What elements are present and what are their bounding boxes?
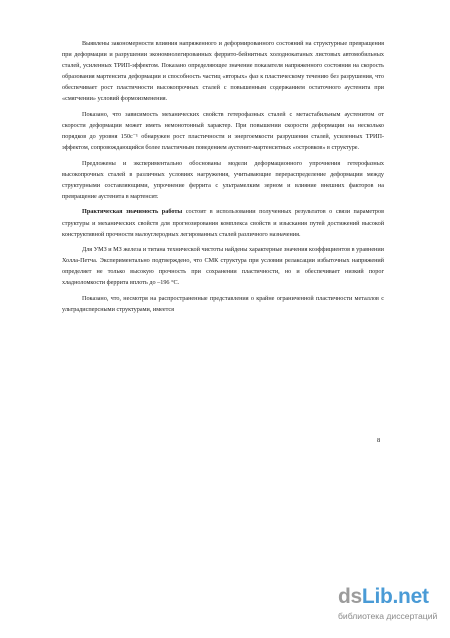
- dslib-logo: [338, 585, 429, 609]
- paragraph-4: [62, 206, 384, 239]
- paragraph-6: [62, 293, 384, 315]
- page-number: 8: [377, 437, 381, 444]
- paragraph-text: Для УМЗ и МЗ железа и титана технической чистоты найдены характерные значения коэффициентов в уравнении Холла-Петча. Экспериментально подтверждено, что СМК структура при условии релаксации избыточных напряжений определяет не только высокую прочность при сохранении пластичности, но и обеспечивает низкий порог хладноломкости феррита вплоть до –196 °С.: [62, 246, 384, 287]
- body-text: [62, 38, 384, 320]
- watermark-subtitle: библиотека диссертаций: [338, 611, 438, 621]
- logo-net: .net: [392, 585, 429, 608]
- paragraph-text: Показано, что, несмотря на распространенные представления о крайне ограниченной пластичности металлов с ультрадисперсными структурами, имеется: [62, 294, 384, 314]
- paragraph-lead-bold: Практическая значимость работы: [82, 208, 183, 216]
- paragraph-text: состоит в использовании полученных результатов о связи параметров структуры и механических свойств для прогнозирования комплекса свойств и изыскания путей достижений высокой конструктивной прочности малоуглеродных легированных сталей различного назначения.: [62, 208, 384, 238]
- paragraph-1: [62, 38, 384, 105]
- logo-ds: ds: [338, 585, 362, 608]
- paragraph-text: Выявлены закономерности влияния напряженного и деформированного состояний на структурные превращения при деформации и разрушении экономнолегированных феррито-бейнитных холоднокатаных листовых автомобильных сталей, усиленных ТРИП-эффектом. Показано определяющее значение показателя напряженного состояния на скорость образования мартенсита деформации и способность частиц «вторых» фаз к пластическому течению без разрушения, что обеспечивает рост пластичности высокопрочных сталей с повышенным содержанием остаточного аустенита при «смягчении» условий формоизменения.: [62, 40, 384, 103]
- paragraph-3: [62, 158, 384, 202]
- paragraph-text: Показано, что зависимость механических свойств гетерофазных сталей с метастабильным аустенитом от скорости деформации может иметь немонотонный характер. При повышении скорости деформации на несколько порядков до уровня 150с⁻¹ обнаружен рост пластичности и энергоемкости разрушения сталей, усиленных ТРИП-эффектом, сопровождающийся более пластичным поведением аустенит-мартенситных «островков» в структуре.: [62, 110, 384, 152]
- paragraph-5: [62, 244, 384, 288]
- dslib-watermark[interactable]: [338, 585, 450, 635]
- logo-lib: Lib: [361, 585, 393, 608]
- paragraph-2: [62, 109, 384, 153]
- paragraph-text: Предложены и экспериментально обоснованы модели деформационного упрочнения гетерофазных высокопрочных сталей в различных условиях нагружения, учитывающие перераспределение деформации между структурными составляющими, упрочнение феррита с ультрамелким зерном и влияние внешних факторов на превращение аустенита в мартенсит.: [62, 159, 384, 200]
